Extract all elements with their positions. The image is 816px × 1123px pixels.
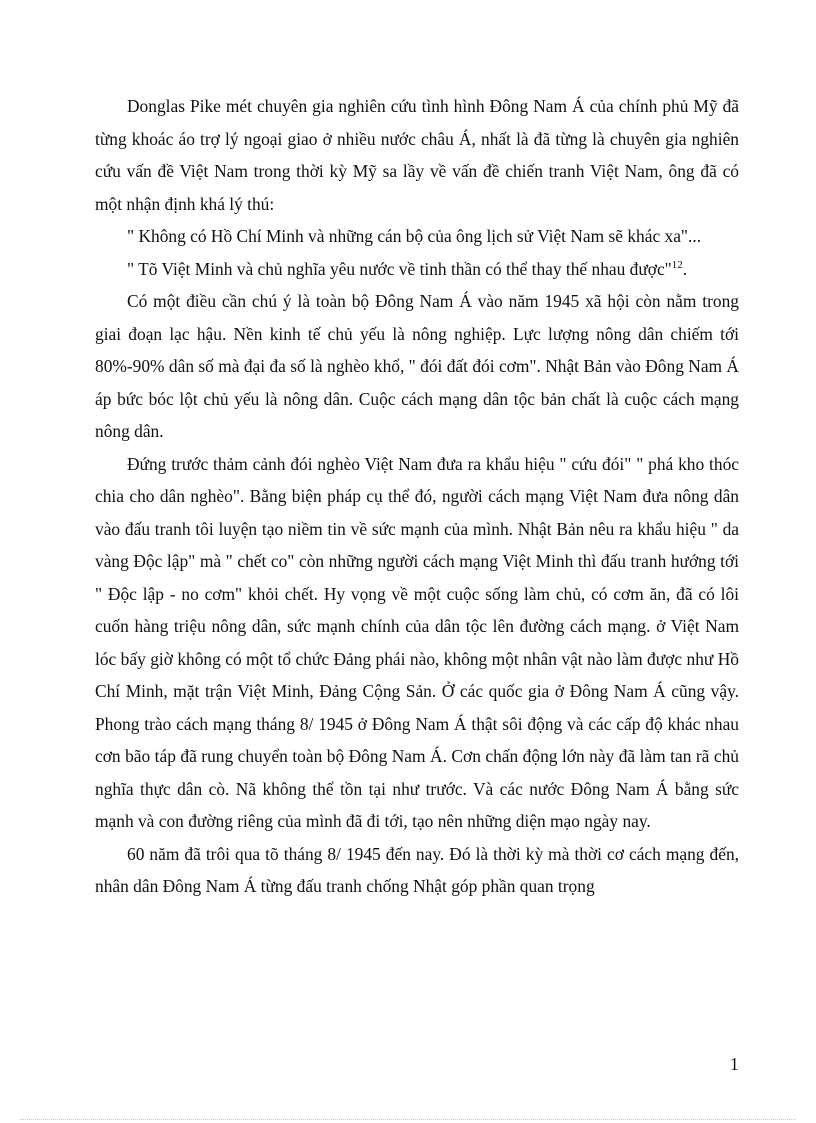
- paragraph-text: Đứng trước thảm cảnh đói nghèo Việt Nam đưa ra khẩu hiệu " cứu đói" " phá kho thóc chia cho dân nghèo". Bằng biện pháp cụ thể đó, người cách mạng Việt Nam đưa nông dân vào đấu tranh tôi luyện tạo niềm tin về sức mạnh của mình. Nhật Bản nêu ra khẩu hiệu " da vàng Độc lập" mà " chết co" còn những người cách mạng Việt Minh thì đấu tranh hướng tới " Độc lập - no cơm" khỏi chết. Hy vọng về một cuộc sống làm chủ, có cơm ăn, đã có lôi cuốn hàng triệu nông dân, sức mạnh chính của dân tộc lên đường cách mạng. ở Việt Nam lóc bấy giờ không có một tổ chức Đảng phái nào, không một nhân vật nào làm được như Hồ Chí Minh, mặt trận Việt Minh, Đảng Cộng Sản. Ở các quốc gia ở Đông Nam Á cũng vậy. Phong trào cách mạng tháng 8/ 1945 ở Đông Nam Á thật sôi động và các cấp độ khác nhau cơn bão táp đã rung chuyển toàn bộ Đông Nam Á. Cơn chấn động lớn này đã làm tan rã chủ nghĩa thực dân cò. Nã không thể tồn tại như trước. Và các nước Đông Nam Á bằng sức mạnh và con đường riêng của mình đã đi tới, tạo nên những diện mạo ngày nay.: [95, 453, 739, 831]
- paragraph-text: " Không có Hồ Chí Minh và những cán bộ của ông lịch sử Việt Nam sẽ khác xa"...: [127, 226, 702, 246]
- paragraph-text: Có một điều cần chú ý là toàn bộ Đông Nam Á vào năm 1945 xã hội còn nằm trong giai đoạn lạc hậu. Nền kinh tế chủ yếu là nông nghiệp. Lực lượng nông dân chiếm tới 80%-90% dân số mà đại đa số là nghèo khổ, " đói đất đói cơm". Nhật Bản vào Đông Nam Á áp bức bóc lột chủ yếu là nông dân. Cuộc cách mạng dân tộc bản chất là cuộc cách mạng nông dân.: [95, 291, 739, 441]
- page-number: 1: [730, 1054, 739, 1074]
- paragraph-text: Donglas Pike mét chuyên gia nghiên cứu tình hình Đông Nam Á của chính phủ Mỹ đã từng khoác áo trợ lý ngoại giao ở nhiều nước châu Á, nhất là đã từng là chuyên gia nghiên cứu vấn đề Việt Nam trong thời kỳ Mỹ sa lầy về vấn đề chiến tranh Việt Nam, ông đã có một nhận định khá lý thú:: [95, 96, 739, 214]
- paragraph-text: " Tõ Việt Minh và chủ nghĩa yêu nước về tinh thần có thể thay thế nhau được": [127, 258, 672, 279]
- page-bottom-edge: [20, 1119, 796, 1120]
- paragraph-quote-ho-chi-minh: [95, 220, 739, 253]
- paragraph-society-1945: [95, 285, 739, 448]
- paragraph-sixty-years: [95, 838, 739, 903]
- paragraph-pike-intro: [95, 90, 739, 220]
- footnote-reference[interactable]: 12: [671, 258, 683, 271]
- paragraph-famine-slogans: [95, 448, 739, 838]
- paragraph-quote-viet-minh: [95, 253, 739, 286]
- paragraph-text: 60 năm đã trôi qua tõ tháng 8/ 1945 đến nay. Đó là thời kỳ mà thời cơ cách mạng đến, nhân dân Đông Nam Á từng đấu tranh chống Nhật góp phần quan trọng: [95, 843, 739, 896]
- paragraph-text-end: .: [682, 258, 688, 279]
- body-text: [95, 90, 739, 903]
